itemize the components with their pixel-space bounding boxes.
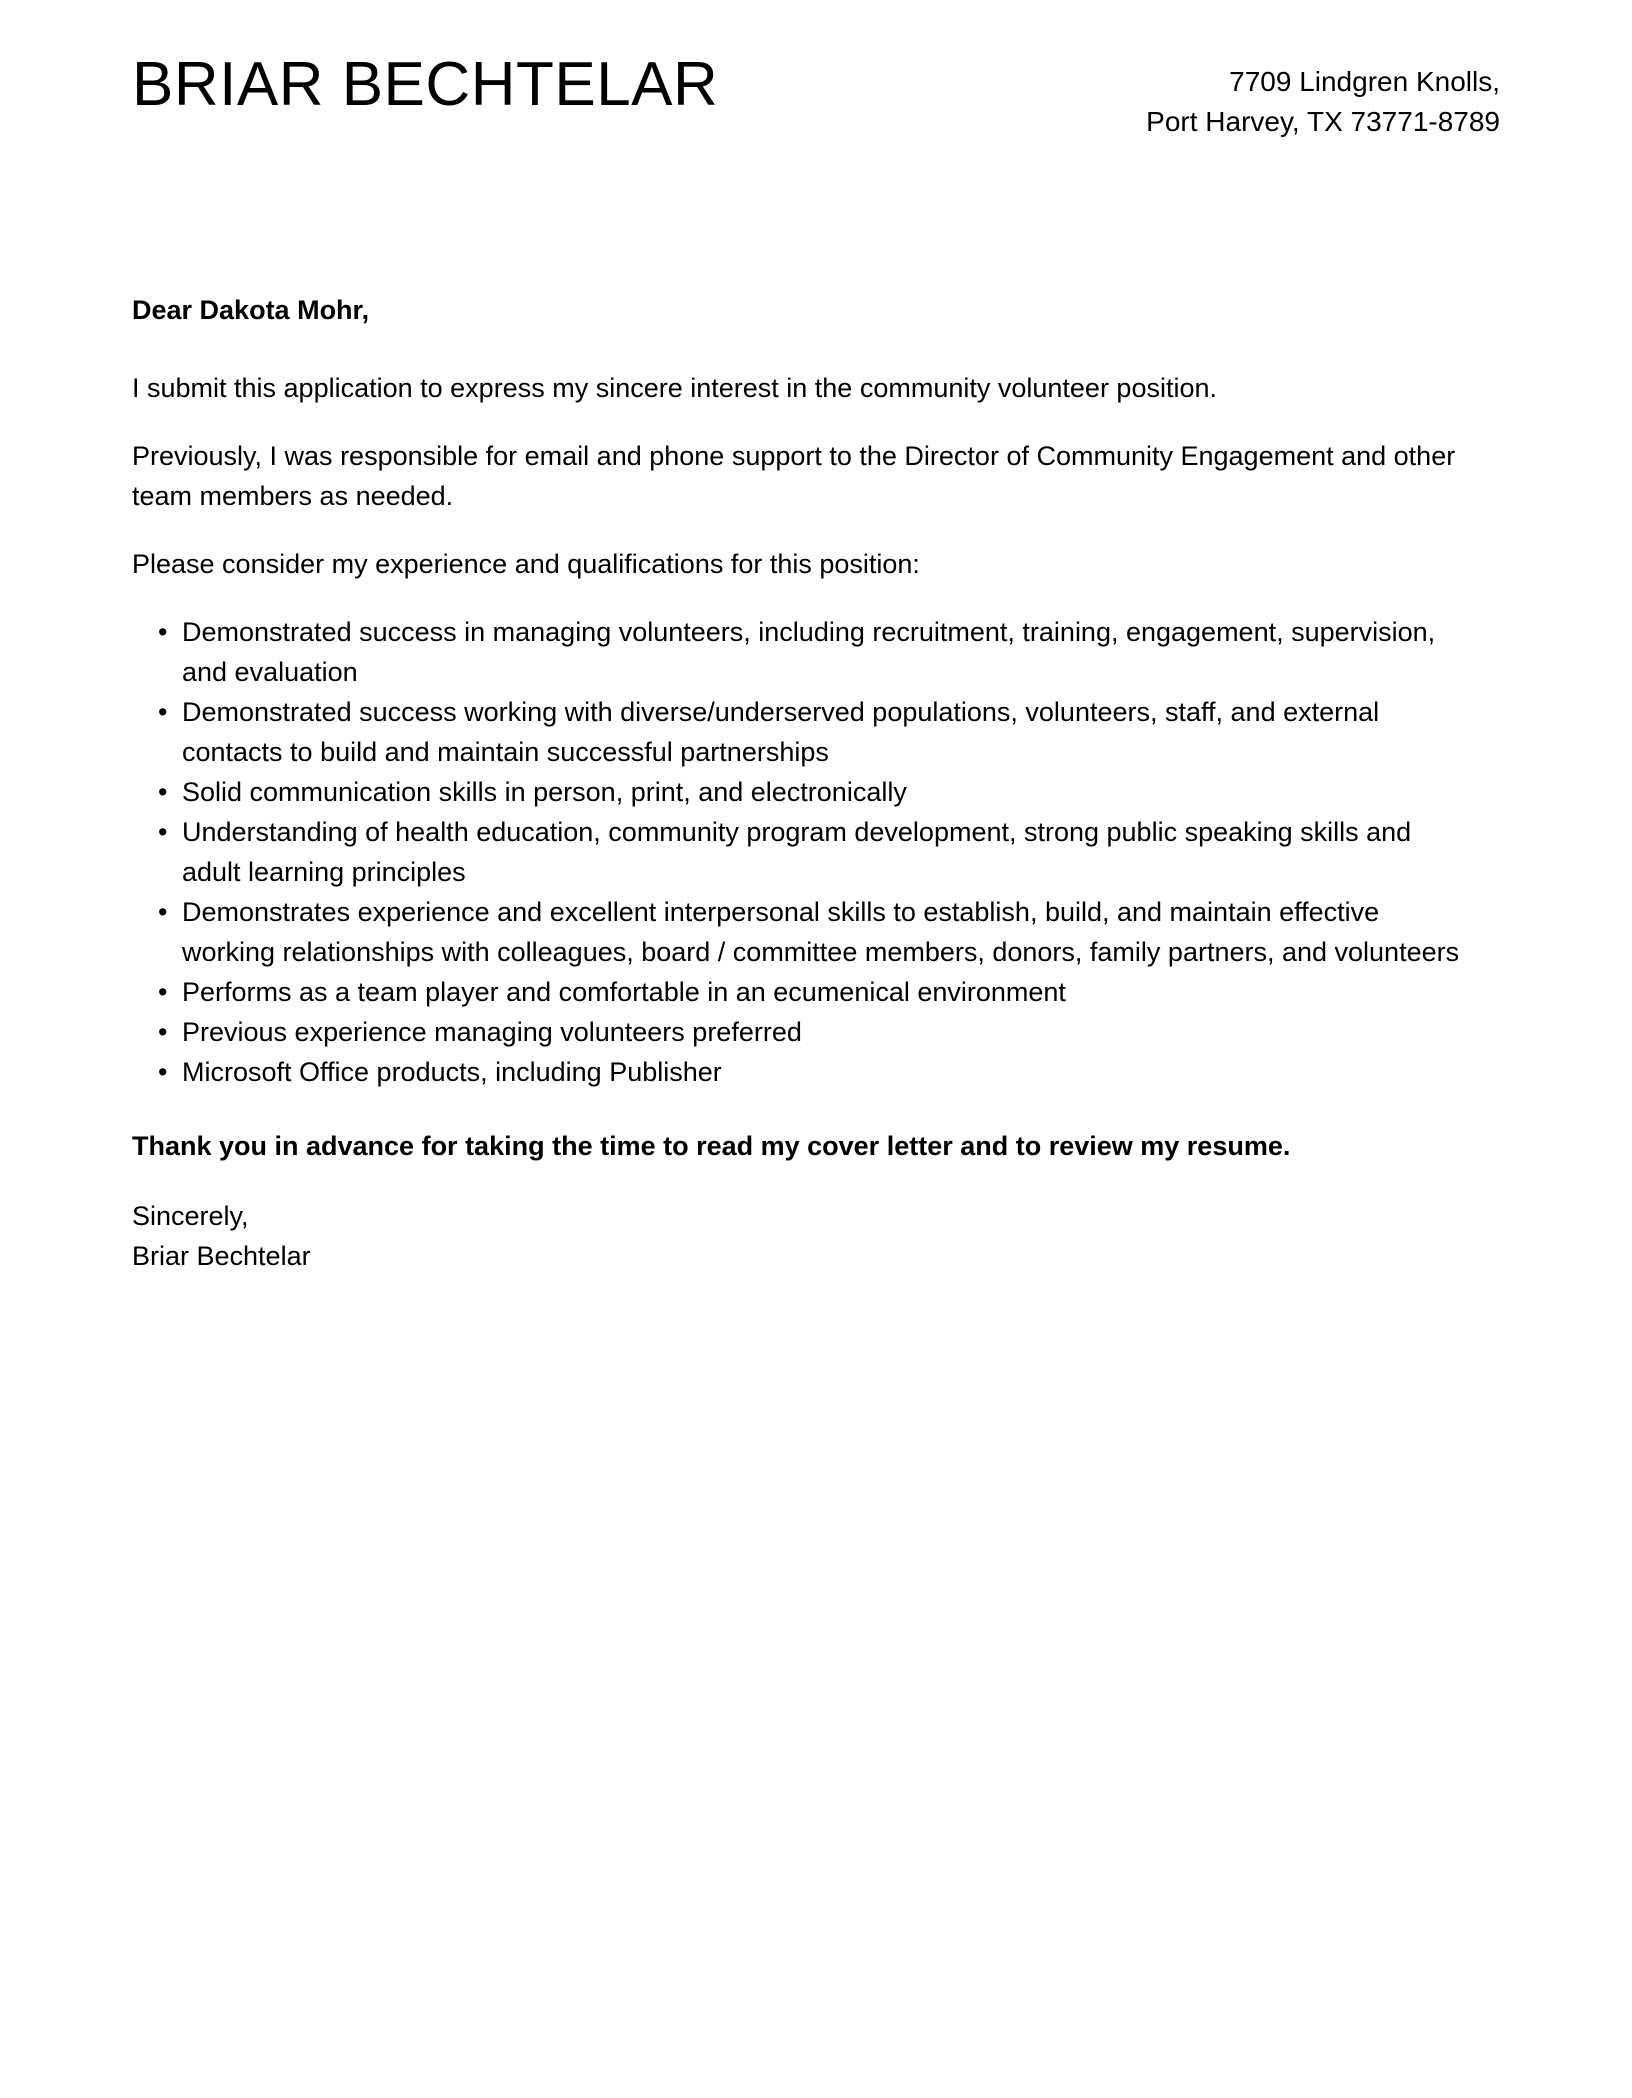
signature-block [132, 1196, 1470, 1276]
page-title: BRIAR BECHTELAR [132, 50, 719, 119]
letterhead [132, 48, 1500, 142]
list-item: • Demonstrated success in managing volunteers, including recruitment, training, engagement, supervision, and evaluation [132, 612, 1470, 692]
list-item: • Previous experience managing volunteers preferred [132, 1012, 1470, 1052]
signature-name: Briar Bechtelar [132, 1241, 311, 1271]
sender-address [1146, 48, 1500, 142]
qualifications-list [132, 612, 1470, 1092]
paragraph-experience: Previously, I was responsible for email and phone support to the Director of Community Engagement and other team members as needed. [132, 441, 1456, 511]
closing-statement: Thank you in advance for taking the time to read my cover letter and to review my resume. [132, 1131, 1291, 1161]
list-item: • Performs as a team player and comfortable in an ecumenical environment [132, 972, 1470, 1012]
salutation: Dear Dakota Mohr, [132, 295, 370, 325]
list-item: • Demonstrates experience and excellent interpersonal skills to establish, build, and maintain effective working relationships with colleagues, board / committee members, donors, family partners, and volunteers [132, 892, 1470, 972]
list-item: • Demonstrated success working with diverse/underserved populations, volunteers, staff, and external contacts to build and maintain successful partnerships [132, 692, 1470, 772]
list-item: • Understanding of health education, community program development, strong public speaking skills and adult learning principles [132, 812, 1470, 892]
list-item: • Solid communication skills in person, print, and electronically [132, 772, 1470, 812]
address-line-2: Port Harvey, TX 73771-8789 [1146, 106, 1500, 137]
paragraph-qualifications-lead-in: Please consider my experience and qualifications for this position: [132, 549, 920, 579]
signoff-salutation: Sincerely, [132, 1201, 249, 1231]
address-line-1: 7709 Lindgren Knolls, [1229, 66, 1500, 97]
letter-body [132, 290, 1470, 1276]
paragraph-intro: I submit this application to express my sincere interest in the community volunteer position. [132, 373, 1217, 403]
list-item: • Microsoft Office products, including Publisher [132, 1052, 1470, 1092]
